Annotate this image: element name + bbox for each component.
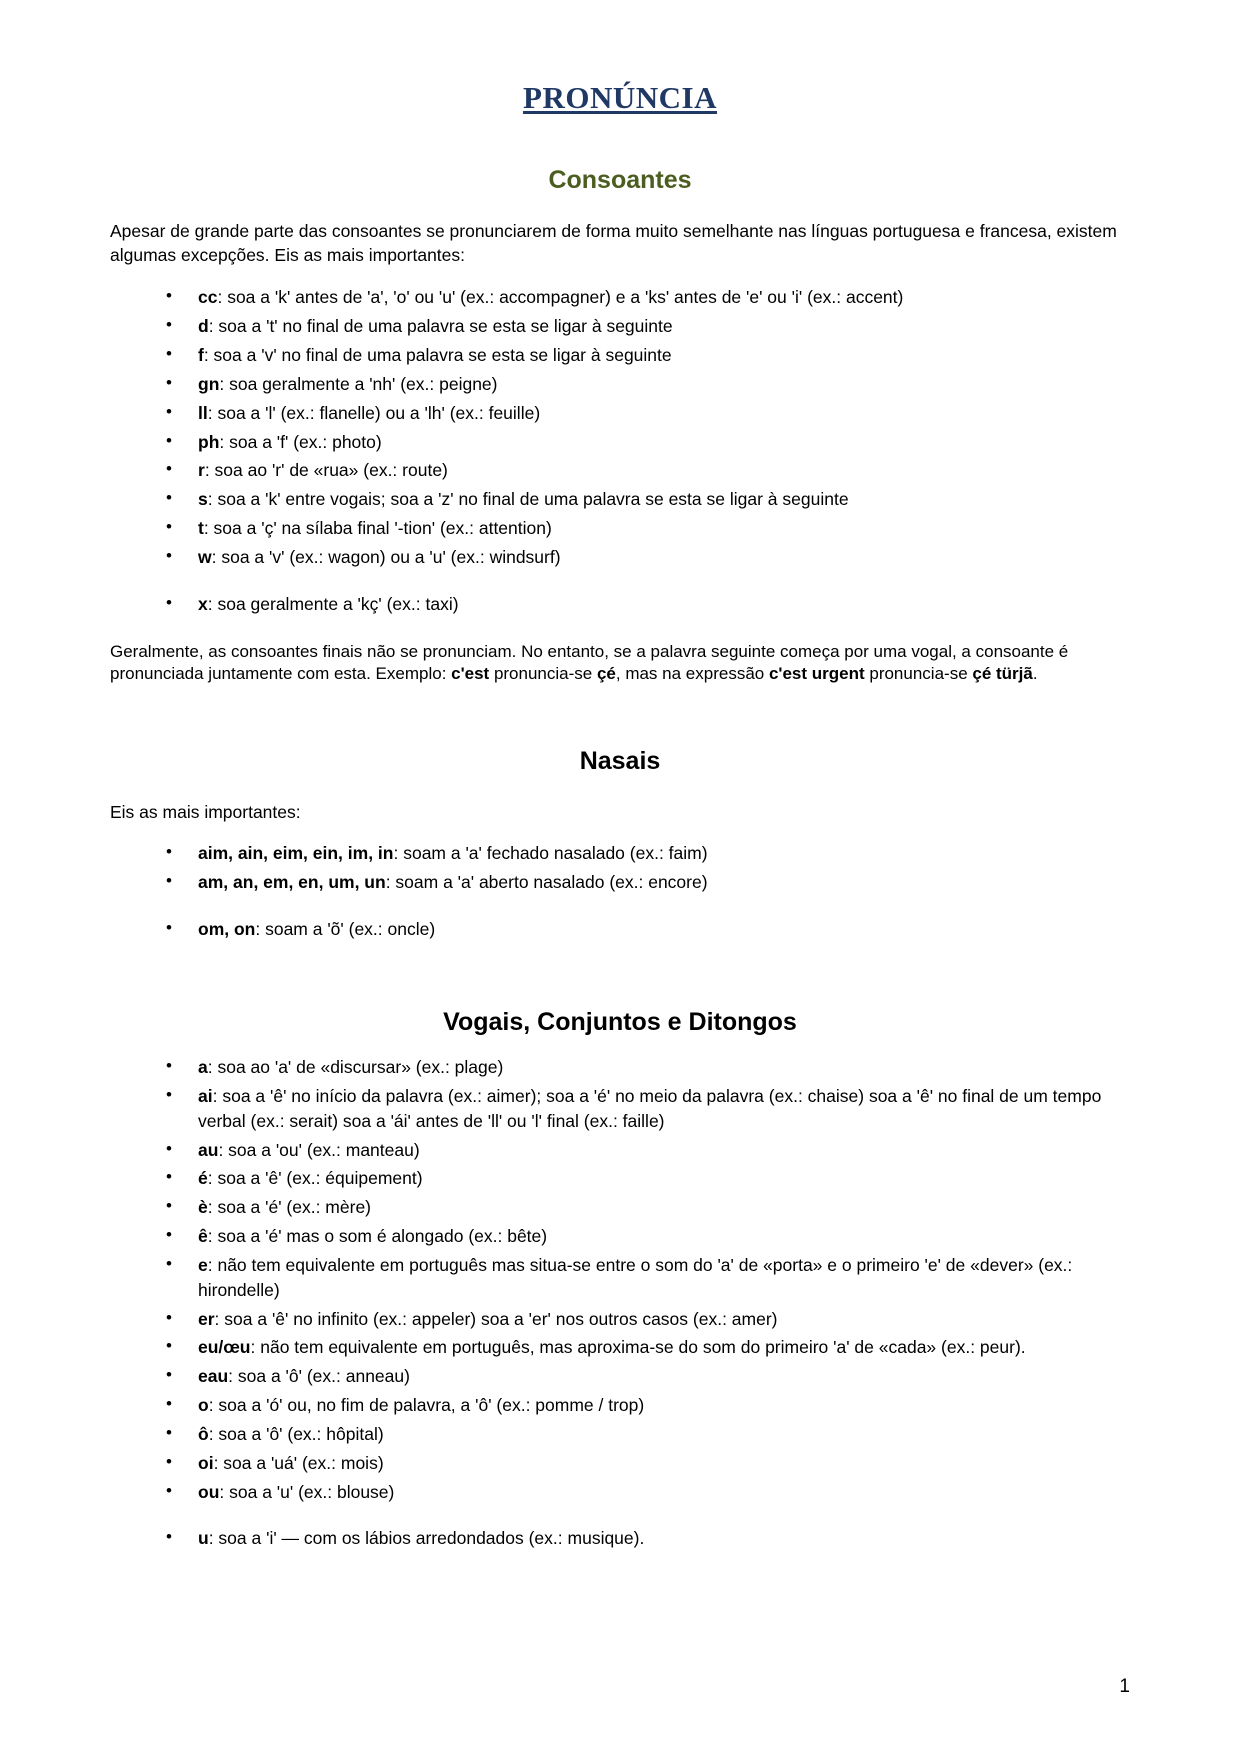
vogal-item	[156, 1526, 1130, 1551]
consoante-item-description: : soa geralmente a 'nh' (ex.: peigne)	[219, 373, 498, 394]
consoante-item-term: s	[198, 489, 208, 510]
consoante-item	[156, 458, 1130, 483]
vogal-item-description: : soa a 'ê' no início da palavra (ex.: aimer); soa a 'é' no meio da palavra (ex.: chaise) soa a 'ê' no final de um tempo verbal (ex.: serait) soa a 'ái' antes de 'll' ou 'l' final (ex.: faille)	[198, 1085, 1102, 1131]
nasal-item	[156, 917, 1130, 942]
section-heading-vogais: Vogais, Conjuntos e Ditongos	[443, 1007, 797, 1036]
nasal-item-term: aim, ain, eim, ein, im, in	[198, 843, 394, 864]
vogal-item-description: : soa a 'uá' (ex.: mois)	[213, 1452, 384, 1473]
vogais-list	[110, 1055, 1130, 1551]
note-emphasis: c'est urgent	[768, 664, 865, 683]
consoante-item-description: : soa a 't' no final de uma palavra se esta se ligar à seguinte	[208, 316, 673, 337]
consoante-item-term: d	[198, 316, 209, 337]
nasais-list	[110, 841, 1130, 942]
consoante-item-description: : soa a 'f' (ex.: photo)	[219, 431, 382, 452]
consoantes-list	[110, 285, 1130, 616]
vogal-item-description: : não tem equivalente em português, mas aproxima-se do som do primeiro 'a' de «cada» (ex.: peur).	[250, 1337, 1026, 1358]
consoante-item-term: t	[198, 518, 204, 539]
consoante-item-description: : soa ao 'r' de «rua» (ex.: route)	[204, 460, 448, 481]
vogal-item-description: : soa a 'u' (ex.: blouse)	[219, 1481, 395, 1502]
nasal-item-term: am, an, em, en, um, un	[198, 872, 386, 893]
page-number: 1	[1119, 1676, 1130, 1697]
vogal-item-term: au	[198, 1139, 219, 1160]
vogal-item-description: : soa a 'ou' (ex.: manteau)	[218, 1139, 420, 1160]
vogal-item	[156, 1253, 1130, 1303]
vogal-item-term: er	[198, 1308, 215, 1329]
consoante-item-term: cc	[198, 287, 218, 308]
vogal-item-term: u	[198, 1528, 209, 1549]
consoante-item-description: : soa a 'ç' na sílaba final '-tion' (ex.: attention)	[203, 518, 552, 539]
consoantes-note-paragraph: Geralmente, as consoantes finais não se pronunciam. No entanto, se a palavra seguinte começa por uma vogal, a consoante é pronunciada juntamente com esta. Exemplo: c'est pronuncia-se çé, mas na expressão c'est urgent pronuncia-se çé türjã.	[110, 641, 1069, 683]
consoante-item-term: ph	[198, 431, 220, 452]
vogal-item	[156, 1084, 1130, 1134]
consoante-item	[156, 285, 1130, 310]
consoante-item	[156, 545, 1130, 570]
consoante-item-description: : soa a 'l' (ex.: flanelle) ou a 'lh' (ex.: feuille)	[207, 402, 541, 423]
vogal-item-term: eu/œu	[198, 1337, 251, 1358]
consoante-item-term: r	[198, 460, 205, 481]
nasais-intro-paragraph: Eis as mais importantes:	[110, 802, 301, 823]
vogal-item-term: eau	[198, 1366, 229, 1387]
consoante-item-term: w	[198, 546, 212, 567]
vogal-item-description: : soa a 'ê' no infinito (ex.: appeler) soa a 'er' nos outros casos (ex.: amer)	[214, 1308, 778, 1329]
vogal-item	[156, 1055, 1130, 1080]
vogal-item	[156, 1307, 1130, 1332]
note-emphasis: c'est	[451, 664, 490, 683]
vogal-item	[156, 1480, 1130, 1505]
consoantes-intro-paragraph: Apesar de grande parte das consoantes se pronunciarem de forma muito semelhante nas línguas portuguesa e francesa, existem algumas excepções. Eis as mais importantes:	[110, 221, 1117, 266]
vogal-item-description: : soa a 'i' — com os lábios arredondados (ex.: musique).	[208, 1528, 645, 1549]
vogal-item-description: : soa a 'é' (ex.: mère)	[207, 1197, 372, 1218]
vogal-item-description: : soa ao 'a' de «discursar» (ex.: plage)	[207, 1056, 504, 1077]
nasal-item	[156, 841, 1130, 866]
note-emphasis: çé türjã	[972, 664, 1033, 683]
vogal-item-term: o	[198, 1395, 209, 1416]
vogal-item-description: : soa a 'ó' ou, no fim de palavra, a 'ô' (ex.: pomme / trop)	[208, 1395, 645, 1416]
nasal-item	[156, 870, 1130, 895]
consoante-item	[156, 401, 1130, 426]
vogal-item-description: : não tem equivalente em português mas situa-se entre o som do 'a' de «porta» e o primeiro 'e' de «dever» (ex.: hirondelle)	[198, 1254, 1073, 1300]
consoante-item-term: ll	[198, 402, 208, 423]
vogal-item	[156, 1393, 1130, 1418]
section-heading-nasais: Nasais	[579, 747, 661, 776]
consoante-item-description: : soa a 'v' no final de uma palavra se esta se ligar à seguinte	[203, 344, 672, 365]
vogal-item	[156, 1335, 1130, 1360]
consoante-item-description: : soa a 'v' (ex.: wagon) ou a 'u' (ex.: windsurf)	[211, 546, 561, 567]
note-emphasis: çé	[596, 664, 616, 683]
vogal-item-term: oi	[198, 1452, 214, 1473]
nasal-item-description: : soam a 'a' aberto nasalado (ex.: encore)	[385, 872, 708, 893]
consoante-item-term: gn	[198, 373, 220, 394]
vogal-item	[156, 1138, 1130, 1163]
consoante-item	[156, 343, 1130, 368]
page-title-text: PRONÚNCIA	[523, 80, 717, 115]
vogal-item-term: ai	[198, 1085, 213, 1106]
consoante-item	[156, 372, 1130, 397]
page-title	[110, 80, 1130, 116]
consoante-item-description: : soa geralmente a 'kç' (ex.: taxi)	[207, 593, 459, 614]
consoante-item	[156, 487, 1130, 512]
consoante-item	[156, 314, 1130, 339]
vogal-item	[156, 1224, 1130, 1249]
vogal-item-term: ô	[198, 1423, 209, 1444]
vogal-item	[156, 1364, 1130, 1389]
consoante-item-description: : soa a 'k' antes de 'a', 'o' ou 'u' (ex.: accompagner) e a 'ks' antes de 'e' ou 'i' (ex.: accent)	[217, 287, 904, 308]
vogal-item-description: : soa a 'é' mas o som é alongado (ex.: bête)	[207, 1226, 548, 1247]
vogal-item-term: ou	[198, 1481, 220, 1502]
nasal-item-description: : soam a 'õ' (ex.: oncle)	[255, 919, 436, 940]
consoante-item-description: : soa a 'k' entre vogais; soa a 'z' no final de uma palavra se esta se ligar à seguinte	[207, 489, 849, 510]
section-heading-consoantes: Consoantes	[548, 166, 692, 194]
vogal-item	[156, 1166, 1130, 1191]
vogal-item	[156, 1451, 1130, 1476]
vogal-item-description: : soa a 'ô' (ex.: anneau)	[228, 1366, 410, 1387]
vogal-item-description: : soa a 'ô' (ex.: hôpital)	[208, 1423, 384, 1444]
vogal-item-term: ê	[198, 1226, 208, 1247]
consoante-item-term: f	[198, 344, 204, 365]
vogal-item-term: e	[198, 1254, 208, 1275]
vogal-item-description: : soa a 'ê' (ex.: équipement)	[207, 1168, 423, 1189]
nasal-item-description: : soam a 'a' fechado nasalado (ex.: faim)	[393, 843, 708, 864]
nasal-item-term: om, on	[198, 919, 256, 940]
vogal-item	[156, 1195, 1130, 1220]
vogal-item-term: a	[198, 1056, 208, 1077]
vogal-item-term: é	[198, 1168, 208, 1189]
vogal-item-term: è	[198, 1197, 208, 1218]
consoante-item	[156, 592, 1130, 617]
consoante-item	[156, 430, 1130, 455]
consoante-item-term: x	[198, 593, 208, 614]
vogal-item	[156, 1422, 1130, 1447]
consoante-item	[156, 516, 1130, 541]
